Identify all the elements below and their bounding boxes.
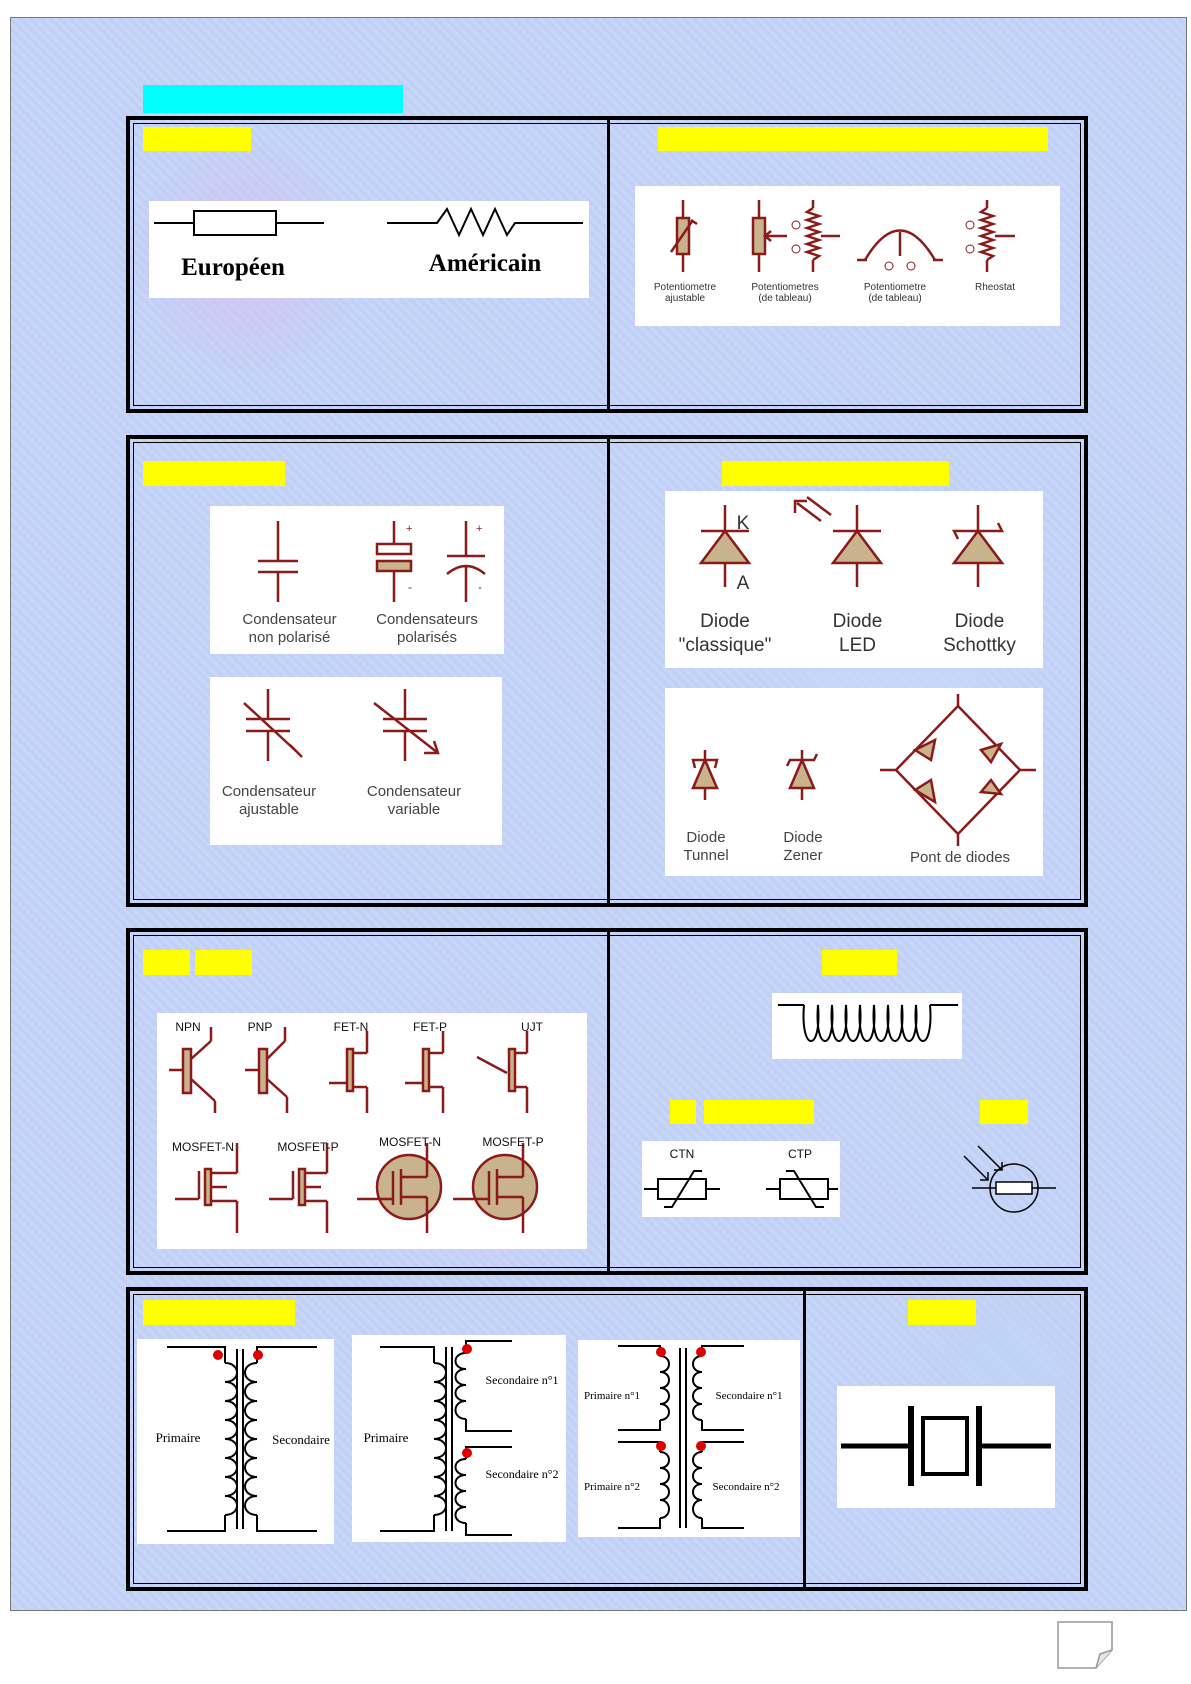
thermistor-ctp-label: CTP bbox=[788, 1147, 812, 1161]
diode-tunnel-label: Diode Tunnel bbox=[683, 829, 729, 864]
svg-text:+: + bbox=[476, 523, 483, 535]
transistor-mosfetn-circle-label: MOSFET-N bbox=[379, 1135, 441, 1149]
diode-zener-label: Diode Zener bbox=[783, 829, 823, 864]
transformer-3-secondaire1-label: Secondaire n°1 bbox=[715, 1390, 783, 1402]
pot-label-tableau-1: Potentiometres (de tableau) bbox=[751, 282, 819, 304]
transformer-3-primaire1-label: Primaire n°1 bbox=[583, 1390, 641, 1402]
page-title-highlight bbox=[143, 85, 403, 113]
section-divider bbox=[607, 437, 610, 905]
heading-highlight-capacitor bbox=[143, 461, 285, 486]
inductor-symbol bbox=[772, 993, 962, 1059]
diode-k-label: K bbox=[736, 513, 750, 534]
heading-highlight-transformer bbox=[143, 1300, 295, 1325]
section-divider bbox=[607, 930, 610, 1273]
transformer-3-secondaire2-label: Secondaire n°2 bbox=[712, 1481, 780, 1493]
heading-highlight-diode bbox=[722, 461, 949, 486]
pot-label-rheostat: Rheostat bbox=[974, 282, 1016, 293]
resistor-american-label: Américain bbox=[428, 250, 542, 277]
transformer-3-primaire2-label: Primaire n°2 bbox=[583, 1481, 641, 1493]
transformer-2-primaire-label: Primaire bbox=[363, 1430, 409, 1445]
transformer-3-symbol bbox=[578, 1340, 800, 1537]
diode-pont-label: Pont de diodes bbox=[909, 849, 1011, 866]
heading-highlight-transistor-1 bbox=[143, 950, 190, 975]
transformer-2-secondaire1-label: Secondaire n°1 bbox=[485, 1373, 559, 1387]
photoresistor-symbol bbox=[960, 1130, 1060, 1220]
page-corner-icon bbox=[1056, 1620, 1114, 1670]
capacitor-non-polarise-label: Condensateur non polarisé bbox=[242, 611, 337, 646]
transistor-npn-label: NPN bbox=[175, 1020, 201, 1034]
heading-highlight-thermistor-1 bbox=[670, 1100, 696, 1124]
capacitor-ajustable-label: Condensateur ajustable bbox=[221, 783, 317, 818]
transformer-1-primaire-label: Primaire bbox=[155, 1430, 201, 1445]
heading-highlight-potentiometer bbox=[658, 127, 1048, 151]
pot-label-tableau-2: Potentiometre (de tableau) bbox=[863, 282, 927, 304]
transistor-mosfetn-label: MOSFET-N bbox=[172, 1140, 234, 1154]
transformer-1-secondaire-label: Secondaire bbox=[272, 1432, 330, 1447]
crystal-symbol bbox=[837, 1386, 1055, 1508]
transformer-2-secondaire2-label: Secondaire n°2 bbox=[485, 1467, 559, 1481]
heading-highlight-crystal bbox=[908, 1300, 976, 1325]
transistor-pnp-label: PNP bbox=[247, 1020, 273, 1034]
svg-text:+: + bbox=[406, 523, 413, 535]
capacitor-polarises-label: Condensateurs polarisés bbox=[376, 611, 478, 646]
heading-highlight-transistor-2 bbox=[195, 950, 252, 975]
pot-label-ajustable: Potentiometre ajustable bbox=[653, 282, 717, 304]
transistor-mosfetp-label: MOSFET-P bbox=[277, 1140, 339, 1154]
transistor-ujt-label: UJT bbox=[521, 1020, 543, 1034]
thermistor-ctn-label: CTN bbox=[669, 1147, 695, 1161]
diode-a-label: A bbox=[736, 573, 750, 594]
svg-text:-: - bbox=[408, 580, 412, 594]
transistor-fetn-label: FET-N bbox=[333, 1020, 369, 1034]
section-divider bbox=[607, 118, 610, 411]
heading-highlight-inductor bbox=[822, 950, 897, 975]
capacitor-symbols-bottom bbox=[210, 677, 502, 845]
heading-highlight-resistor bbox=[143, 127, 251, 151]
resistor-european-label: Européen bbox=[181, 254, 285, 281]
section-divider bbox=[803, 1289, 806, 1589]
transistor-symbols bbox=[157, 1013, 587, 1249]
potentiometer-symbols bbox=[635, 186, 1060, 326]
capacitor-variable-label: Condensateur variable bbox=[366, 783, 462, 818]
transistor-mosfetp-circle-label: MOSFET-P bbox=[482, 1135, 544, 1149]
diode-classique-label: Diode "classique" bbox=[678, 611, 772, 656]
diode-led-label: Diode LED bbox=[832, 611, 883, 656]
diode-schottky-label: Diode Schottky bbox=[943, 611, 1016, 656]
heading-highlight-thermistor-2 bbox=[704, 1100, 814, 1124]
svg-text:-: - bbox=[478, 580, 482, 594]
heading-highlight-photoresistor bbox=[980, 1100, 1028, 1124]
transistor-fetp-label: FET-P bbox=[412, 1020, 447, 1034]
